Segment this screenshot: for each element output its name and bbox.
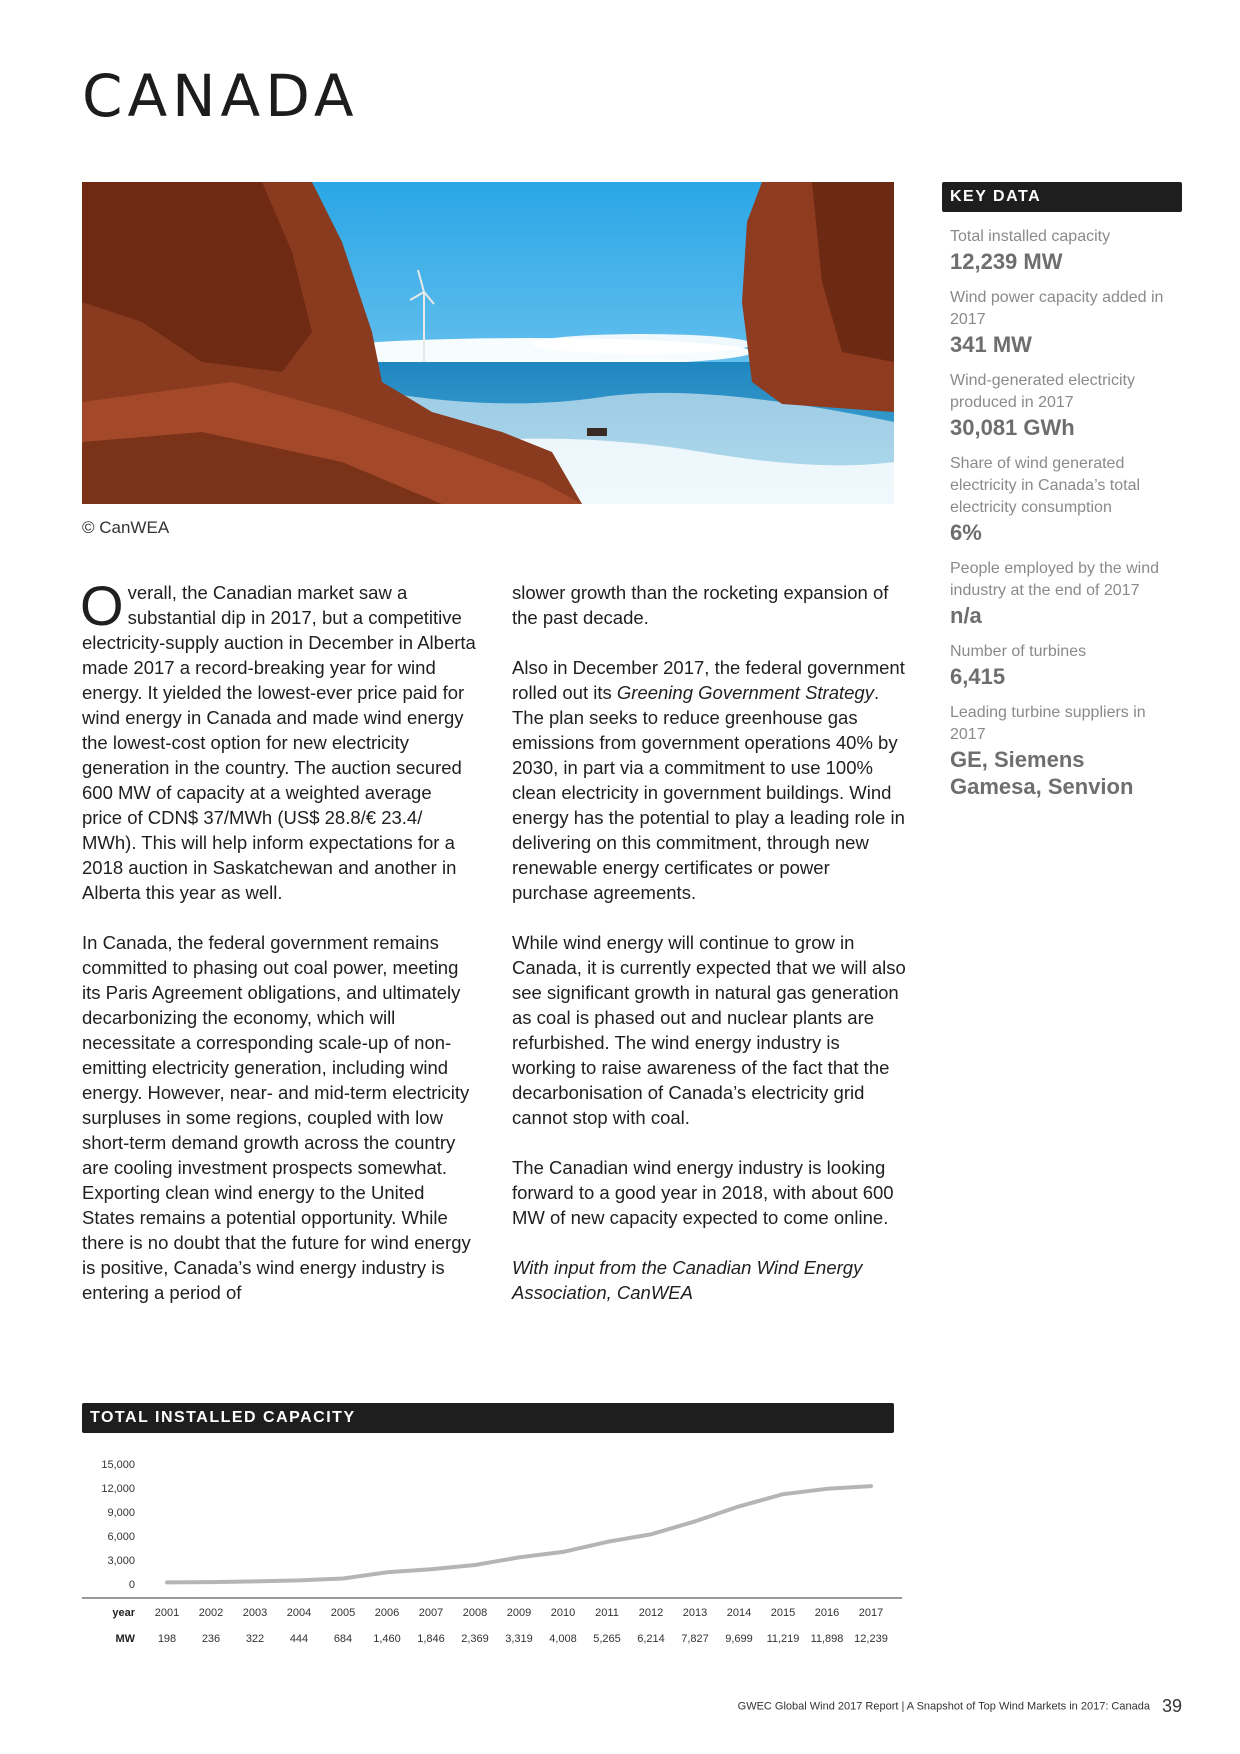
data-label: 444 [289, 1633, 309, 1645]
body-paragraph [512, 655, 906, 905]
attribution [512, 1255, 906, 1305]
x-tick-label: 2011 [595, 1607, 619, 1619]
key-data-item [950, 226, 1182, 275]
key-data-value: 6,415 [950, 664, 1006, 689]
x-tick-label: 2016 [814, 1607, 840, 1619]
data-label: 1,846 [417, 1633, 445, 1645]
key-data-label: Wind-generated electricity produced in 2017 [950, 372, 1135, 411]
data-label: 4,008 [549, 1633, 577, 1645]
key-data-label: Number of turbines [950, 643, 1087, 660]
data-label: 11,898 [810, 1633, 844, 1645]
x-tick-label: 2003 [242, 1607, 268, 1619]
y-tick-label: 15,000 [101, 1459, 135, 1471]
y-tick-label: 0 [128, 1579, 135, 1591]
key-data-item [950, 453, 1182, 546]
key-data-item [950, 702, 1182, 800]
x-tick-label: 2007 [418, 1607, 444, 1619]
x-tick-label: 2015 [770, 1607, 796, 1619]
data-label: 11,219 [766, 1633, 800, 1645]
key-data-label: Leading turbine suppliers in 2017 [950, 704, 1146, 743]
x-tick-label: 2013 [682, 1607, 708, 1619]
key-data-value: 341 MW [950, 332, 1032, 357]
intro-paragraph [80, 574, 476, 905]
key-data-label: Total installed capacity [950, 228, 1111, 245]
row-label-mw: MW [115, 1633, 135, 1645]
data-label: 9,699 [725, 1633, 753, 1645]
x-tick-label: 2005 [330, 1607, 356, 1619]
key-data-item [950, 641, 1182, 690]
data-label: 2,369 [461, 1633, 489, 1645]
body-paragraph: The Canadian wind energy industry is looking forward to a good year in 2018, with about 600 MW of new capacity expected to come online. [512, 1157, 894, 1228]
y-tick-label: 12,000 [101, 1483, 135, 1495]
x-tick-label: 2008 [462, 1607, 488, 1619]
key-data-value: GE, Siemens Gamesa, Senvion [950, 747, 1134, 799]
data-label: 5,265 [593, 1633, 621, 1645]
intro-text: verall, the Canadian market saw a substantial dip in 2017, but a competitive electricity-supply auction in December in Alberta made 2017 a record-breaking year for wind energy. It yielded the lowest-ever price paid for wind energy in Canada and made wind energy the lowest-cost option for new electricity generation in the country. The auction secured 600 MW of capacity at a weighted average price of CDN$ 37/MWh (US$ 28.8/€ 23.4/ MWh). This will help inform expectations for a 2018 auction in Saskatchewan and another in Alberta this year as well. [82, 582, 476, 903]
key-data-value: n/a [950, 603, 982, 628]
photo-credit: © CanWEA [82, 518, 170, 537]
data-label: 684 [333, 1633, 353, 1645]
y-tick-label: 3,000 [107, 1555, 135, 1567]
capacity-line [167, 1486, 871, 1582]
data-label: 198 [157, 1633, 177, 1645]
key-data-value: 6% [950, 520, 982, 545]
page-number: 39 [1161, 1696, 1182, 1716]
y-tick-label: 6,000 [107, 1531, 135, 1543]
x-tick-label: 2001 [154, 1607, 180, 1619]
data-label: 3,319 [505, 1633, 533, 1645]
x-tick-label: 2006 [374, 1607, 400, 1619]
strategy-name: Greening Government Strategy [616, 682, 874, 703]
cover-photo [82, 182, 894, 504]
key-data-heading: KEY DATA [942, 182, 1182, 212]
article-column-right [512, 580, 906, 1330]
capacity-chart [82, 1440, 902, 1665]
data-label: 236 [201, 1633, 221, 1645]
x-tick-label: 2009 [506, 1607, 532, 1619]
data-label: 12,239 [854, 1633, 888, 1645]
body-paragraph: In Canada, the federal government remains committed to phasing out coal power, meeting its Paris Agreement obligations, and ultimately decarbonizing the economy, which will necessitate a corresponding scale-up of non-emitting electricity generation, including wind energy. However, near- and mid-term electricity surpluses in some regions, coupled with low short-term demand growth across the country are cooling investment prospects somewhat. Exporting clean wind energy to the United States remains a potential opportunity. While there is no doubt that the future for wind energy is positive, Canada’s wind energy industry is entering a period of [82, 932, 471, 1303]
drop-cap: O [80, 574, 124, 637]
footer-text: GWEC Global Wind 2017 Report | A Snapshot of Top Wind Markets in 2017: Canada [737, 1700, 1150, 1713]
text-span: . The plan seeks to reduce greenhouse gas emissions from government operations 40% by 2030, in part via a commitment to use 100% clean electricity in government buildings. Wind energy has the potential to play a leading role in delivering on this commitment, through new renewable energy certificates or power purchase agreements. [512, 682, 905, 903]
key-data-value: 12,239 MW [950, 249, 1063, 274]
key-data-item [950, 287, 1182, 358]
x-tick-label: 2004 [286, 1607, 312, 1619]
data-label: 322 [245, 1633, 265, 1645]
x-tick-label: 2014 [726, 1607, 752, 1619]
data-label: 7,827 [681, 1633, 709, 1645]
x-tick-label: 2010 [550, 1607, 576, 1619]
page-footer [738, 1696, 1182, 1717]
body-paragraph: slower growth than the rocketing expansion of the past decade. [512, 582, 889, 628]
attribution-text: With input from the Canadian Wind Energy Association, CanWEA [512, 1257, 863, 1303]
key-data-label: People employed by the wind industry at the end of 2017 [950, 560, 1160, 599]
body-paragraph: While wind energy will continue to grow in Canada, it is currently expected that we will also see significant growth in natural gas generation as coal is phased out and nuclear plants are refurbished. The wind energy industry is working to raise awareness of the fact that the decarbonisation of Canada’s electricity grid cannot stop with coal. [512, 932, 906, 1128]
page-title: CANADA [82, 62, 359, 130]
x-tick-label: 2002 [198, 1607, 224, 1619]
y-tick-label: 9,000 [107, 1507, 135, 1519]
key-data-list [942, 226, 1182, 800]
x-tick-label: 2017 [858, 1607, 884, 1619]
key-data-item [950, 558, 1182, 629]
row-label-year: year [112, 1607, 135, 1619]
article-column-left [80, 574, 476, 1330]
data-label: 6,214 [637, 1633, 665, 1645]
text-span: Also in December 2017, the federal government rolled out its [512, 657, 905, 703]
key-data-value: 30,081 GWh [950, 415, 1075, 440]
key-data-panel [942, 182, 1182, 812]
data-label: 1,460 [373, 1633, 401, 1645]
key-data-item [950, 370, 1182, 441]
chart-heading: TOTAL INSTALLED CAPACITY [82, 1403, 894, 1433]
key-data-label: Share of wind generated electricity in Canada’s total electricity consumption [950, 455, 1141, 516]
x-tick-label: 2012 [638, 1607, 664, 1619]
key-data-label: Wind power capacity added in 2017 [950, 289, 1164, 328]
